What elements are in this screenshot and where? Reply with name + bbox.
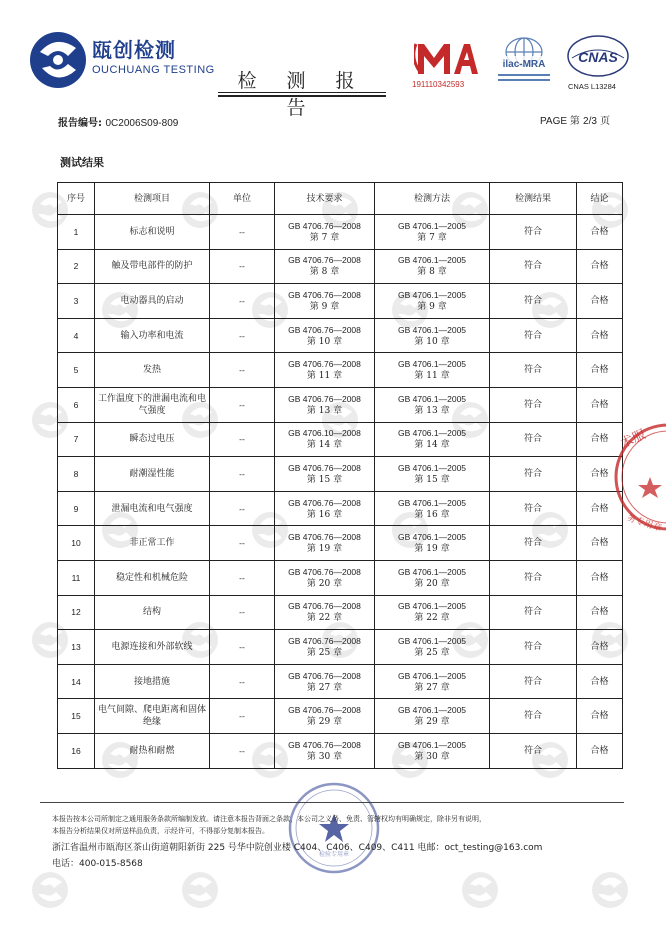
method-standard: GB 4706.1—2005 — [397, 393, 467, 404]
cell-requirement — [275, 733, 375, 768]
requirement-chapter: 第 13 章 — [306, 405, 343, 416]
requirement-chapter: 第 16 章 — [306, 509, 343, 520]
cell-unit: -- — [210, 699, 275, 734]
cell-method — [375, 664, 490, 699]
footer-terms-line1: 本报告按本公司所制定之通用服务条款所编制发放。请注意本报告背面之条款，本公司之义务、免责、管辖权均有明确规定，除非另有说明， — [52, 815, 486, 823]
method-chapter: 第 11 章 — [414, 371, 450, 382]
cell-unit: -- — [210, 526, 275, 561]
cnas-number: CNAS L13284 — [568, 82, 616, 91]
cell-item: 非正常工作 — [95, 526, 210, 561]
cell-result: 符合 — [490, 699, 577, 734]
cell-item: 电源连接和外部软线 — [95, 630, 210, 665]
requirement-chapter: 第 15 章 — [306, 474, 343, 485]
table-row — [58, 457, 623, 492]
cell-no: 6 — [58, 387, 95, 422]
method-standard: GB 4706.1—2005 — [397, 739, 467, 750]
report-number-label: 报告编号: — [58, 118, 102, 129]
cell-result: 符合 — [490, 560, 577, 595]
cell-unit: -- — [210, 284, 275, 319]
cell-requirement — [275, 595, 375, 630]
table-row — [58, 733, 623, 768]
cell-method — [375, 526, 490, 561]
header-result: 检测结果 — [490, 183, 577, 215]
cell-method — [375, 595, 490, 630]
method-chapter: 第 10 章 — [414, 336, 450, 347]
cell-requirement — [275, 249, 375, 284]
method-standard: GB 4706.1—2005 — [397, 532, 467, 543]
cell-no: 12 — [58, 595, 95, 630]
ilac-mra-logo-icon — [492, 34, 556, 90]
cell-requirement — [275, 284, 375, 319]
title-underline-thick — [218, 95, 386, 97]
requirement-chapter: 第 29 章 — [306, 717, 343, 728]
cell-verdict: 合格 — [577, 318, 623, 353]
cell-result: 符合 — [490, 284, 577, 319]
report-number — [58, 114, 178, 129]
requirement-chapter: 第 8 章 — [309, 267, 340, 278]
table-row — [58, 422, 623, 457]
table-row — [58, 215, 623, 250]
cell-unit: -- — [210, 318, 275, 353]
requirement-standard: GB 4706.76—2008 — [288, 462, 361, 473]
cell-verdict: 合格 — [577, 422, 623, 457]
table-row — [58, 318, 623, 353]
method-chapter: 第 19 章 — [414, 544, 450, 555]
requirement-chapter: 第 30 章 — [306, 751, 343, 762]
header-unit: 单位 — [210, 183, 275, 215]
cell-unit: -- — [210, 560, 275, 595]
page-suffix: 页 — [600, 116, 611, 127]
requirement-chapter: 第 22 章 — [306, 613, 343, 624]
table-row — [58, 560, 623, 595]
cell-verdict: 合格 — [577, 353, 623, 388]
cell-no: 13 — [58, 630, 95, 665]
section-title: 测试结果 — [60, 156, 104, 169]
cell-verdict: 合格 — [577, 526, 623, 561]
requirement-standard: GB 4706.76—2008 — [288, 566, 361, 577]
cell-item: 耐热和耐燃 — [95, 733, 210, 768]
table-row — [58, 630, 623, 665]
cell-requirement — [275, 664, 375, 699]
method-chapter: 第 8 章 — [417, 267, 447, 278]
requirement-standard: GB 4706.76—2008 — [288, 359, 361, 370]
method-standard: GB 4706.1—2005 — [397, 255, 467, 266]
table-row — [58, 526, 623, 561]
footer-terms-line2: 本报告分析结果仅对所送样品负责，示经许可，不得部分复制本报告。 — [52, 827, 269, 835]
table-header-row — [58, 183, 623, 215]
table-row — [58, 353, 623, 388]
method-standard: GB 4706.1—2005 — [397, 601, 467, 612]
cell-verdict: 合格 — [577, 387, 623, 422]
requirement-standard: GB 4706.76—2008 — [288, 670, 361, 681]
requirement-standard: GB 4706.76—2008 — [288, 324, 361, 335]
results-table — [57, 182, 623, 769]
cell-no: 8 — [58, 457, 95, 492]
table-row — [58, 664, 623, 699]
cell-verdict: 合格 — [577, 733, 623, 768]
cell-item: 接地措施 — [95, 664, 210, 699]
cell-requirement — [275, 215, 375, 250]
method-chapter: 第 30 章 — [414, 751, 450, 762]
table-row — [58, 699, 623, 734]
cell-verdict: 合格 — [577, 595, 623, 630]
method-standard: GB 4706.1—2005 — [397, 428, 467, 439]
method-standard: GB 4706.1—2005 — [397, 220, 467, 231]
table-row — [58, 284, 623, 319]
cell-no: 5 — [58, 353, 95, 388]
cell-result: 符合 — [490, 595, 577, 630]
cma-logo-icon — [414, 38, 480, 78]
cell-no: 7 — [58, 422, 95, 457]
cnas-logo-icon — [566, 34, 630, 82]
method-chapter: 第 13 章 — [414, 405, 450, 416]
method-standard: GB 4706.1—2005 — [397, 462, 467, 473]
cell-method — [375, 457, 490, 492]
cell-method — [375, 560, 490, 595]
requirement-standard: GB 4706.76—2008 — [288, 255, 361, 266]
cell-item: 工作温度下的泄漏电流和电气强度 — [95, 387, 210, 422]
cell-item: 电气间隙、爬电距离和固体绝缘 — [95, 699, 210, 734]
cell-no: 11 — [58, 560, 95, 595]
cell-method — [375, 733, 490, 768]
cell-unit: -- — [210, 491, 275, 526]
cma-number: 191110342593 — [412, 80, 465, 89]
cell-unit: -- — [210, 630, 275, 665]
cell-method — [375, 318, 490, 353]
method-standard: GB 4706.1—2005 — [397, 670, 467, 681]
method-chapter: 第 20 章 — [414, 578, 450, 589]
header-requirement: 技术要求 — [275, 183, 375, 215]
cell-requirement — [275, 526, 375, 561]
cell-item: 耐潮湿性能 — [95, 457, 210, 492]
requirement-chapter: 第 14 章 — [306, 440, 343, 451]
cell-unit: -- — [210, 422, 275, 457]
cell-unit: -- — [210, 215, 275, 250]
method-standard: GB 4706.1—2005 — [397, 289, 467, 300]
cell-verdict: 合格 — [577, 284, 623, 319]
requirement-chapter: 第 11 章 — [306, 371, 343, 382]
inspection-stamp-icon — [286, 780, 382, 876]
report-title: 检 测 报 告 — [237, 70, 367, 119]
cell-requirement — [275, 353, 375, 388]
requirement-standard: GB 4706.10—2008 — [288, 428, 361, 439]
cell-result: 符合 — [490, 387, 577, 422]
cell-no: 15 — [58, 699, 95, 734]
cell-no: 4 — [58, 318, 95, 353]
requirement-standard: GB 4706.76—2008 — [288, 635, 361, 646]
cell-item: 标志和说明 — [95, 215, 210, 250]
report-number-value: 0C2006S09-809 — [105, 118, 179, 129]
cell-item: 发热 — [95, 353, 210, 388]
method-chapter: 第 9 章 — [417, 301, 447, 312]
method-standard: GB 4706.1—2005 — [397, 324, 467, 335]
method-chapter: 第 25 章 — [414, 647, 450, 658]
method-chapter: 第 14 章 — [414, 440, 450, 451]
cell-unit: -- — [210, 595, 275, 630]
cell-verdict: 合格 — [577, 630, 623, 665]
cell-verdict: 合格 — [577, 560, 623, 595]
method-chapter: 第 7 章 — [417, 232, 447, 243]
method-chapter: 第 29 章 — [414, 717, 450, 728]
cell-unit: -- — [210, 249, 275, 284]
cell-result: 符合 — [490, 249, 577, 284]
svg-text:CNAS: CNAS — [578, 49, 618, 65]
brand-logo-icon — [28, 30, 88, 90]
title-underline — [218, 92, 386, 93]
cell-item: 稳定性和机械危险 — [95, 560, 210, 595]
cell-result: 符合 — [490, 733, 577, 768]
cell-item: 电动器具的启动 — [95, 284, 210, 319]
table-row — [58, 249, 623, 284]
cell-method — [375, 491, 490, 526]
cell-method — [375, 353, 490, 388]
cell-requirement — [275, 318, 375, 353]
cell-result: 符合 — [490, 318, 577, 353]
table-row — [58, 387, 623, 422]
method-standard: GB 4706.1—2005 — [397, 566, 467, 577]
cell-unit: -- — [210, 387, 275, 422]
cell-method — [375, 215, 490, 250]
cell-result: 符合 — [490, 630, 577, 665]
svg-text:术服: 术服 — [618, 427, 649, 452]
cell-verdict: 合格 — [577, 699, 623, 734]
method-chapter: 第 15 章 — [414, 474, 450, 485]
footer-phone: 电话：400-015-8568 — [52, 859, 143, 869]
requirement-standard: GB 4706.76—2008 — [288, 532, 361, 543]
cell-method — [375, 249, 490, 284]
requirement-standard: GB 4706.76—2008 — [288, 393, 361, 404]
requirement-chapter: 第 20 章 — [306, 578, 343, 589]
requirement-chapter: 第 27 章 — [306, 682, 343, 693]
method-chapter: 第 27 章 — [414, 682, 450, 693]
cell-verdict: 合格 — [577, 249, 623, 284]
requirement-chapter: 第 10 章 — [306, 336, 343, 347]
svg-text:ilac-MRA: ilac-MRA — [502, 59, 546, 70]
cell-unit: -- — [210, 457, 275, 492]
brand-name-en: OUCHUANG TESTING — [92, 64, 215, 76]
requirement-chapter: 第 7 章 — [309, 232, 340, 243]
cell-no: 2 — [58, 249, 95, 284]
cell-unit: -- — [210, 733, 275, 768]
brand-name-cn: 瓯创检测 — [92, 38, 176, 62]
cell-no: 10 — [58, 526, 95, 561]
cell-method — [375, 422, 490, 457]
cell-verdict: 合格 — [577, 664, 623, 699]
cell-result: 符合 — [490, 422, 577, 457]
page-number: 2/3 — [583, 116, 597, 127]
table-row — [58, 491, 623, 526]
cell-verdict: 合格 — [577, 215, 623, 250]
cell-result: 符合 — [490, 457, 577, 492]
cell-unit: -- — [210, 353, 275, 388]
requirement-standard: GB 4706.76—2008 — [288, 497, 361, 508]
service-stamp-icon — [612, 418, 666, 536]
table-row — [58, 595, 623, 630]
header-method: 检测方法 — [375, 183, 490, 215]
cell-unit: -- — [210, 664, 275, 699]
cell-no: 9 — [58, 491, 95, 526]
cell-requirement — [275, 491, 375, 526]
page-prefix: PAGE 第 — [540, 116, 580, 127]
method-standard: GB 4706.1—2005 — [397, 497, 467, 508]
requirement-chapter: 第 25 章 — [306, 647, 343, 658]
method-standard: GB 4706.1—2005 — [397, 359, 467, 370]
cell-requirement — [275, 630, 375, 665]
cell-requirement — [275, 457, 375, 492]
cell-item: 瞬态过电压 — [95, 422, 210, 457]
svg-text:检验专用章: 检验专用章 — [318, 851, 350, 858]
cell-result: 符合 — [490, 664, 577, 699]
header-no: 序号 — [58, 183, 95, 215]
cell-method — [375, 630, 490, 665]
requirement-standard: GB 4706.76—2008 — [288, 705, 361, 716]
cell-item: 触及带电部件的防护 — [95, 249, 210, 284]
method-chapter: 第 16 章 — [414, 509, 450, 520]
cell-no: 16 — [58, 733, 95, 768]
requirement-chapter: 第 9 章 — [309, 301, 340, 312]
cell-requirement — [275, 387, 375, 422]
cell-no: 3 — [58, 284, 95, 319]
requirement-standard: GB 4706.76—2008 — [288, 220, 361, 231]
cell-no: 1 — [58, 215, 95, 250]
footer-rule — [40, 802, 624, 803]
cell-verdict: 合格 — [577, 491, 623, 526]
cell-result: 符合 — [490, 353, 577, 388]
cell-requirement — [275, 699, 375, 734]
requirement-chapter: 第 19 章 — [306, 544, 343, 555]
cell-item: 结构 — [95, 595, 210, 630]
requirement-standard: GB 4706.76—2008 — [288, 289, 361, 300]
method-standard: GB 4706.1—2005 — [397, 705, 467, 716]
page-indicator — [540, 112, 610, 127]
header-item: 检测项目 — [95, 183, 210, 215]
cell-requirement — [275, 560, 375, 595]
cell-result: 符合 — [490, 491, 577, 526]
cell-result: 符合 — [490, 526, 577, 561]
cell-requirement — [275, 422, 375, 457]
cell-no: 14 — [58, 664, 95, 699]
method-chapter: 第 22 章 — [414, 613, 450, 624]
method-standard: GB 4706.1—2005 — [397, 635, 467, 646]
cell-method — [375, 699, 490, 734]
svg-text:务专用章: 务专用章 — [625, 513, 663, 535]
header-verdict: 结论 — [577, 183, 623, 215]
footer-address: 浙江省温州市瓯海区茶山街道朝阳新街 225 号华中院创业楼 C404、C406、C409、C411 电邮：oct_testing@163.com — [52, 843, 543, 853]
requirement-standard: GB 4706.76—2008 — [288, 601, 361, 612]
cell-item: 输入功率和电流 — [95, 318, 210, 353]
cell-item: 泄漏电流和电气强度 — [95, 491, 210, 526]
cell-method — [375, 284, 490, 319]
requirement-standard: GB 4706.76—2008 — [288, 739, 361, 750]
cell-verdict: 合格 — [577, 457, 623, 492]
cell-method — [375, 387, 490, 422]
cell-result: 符合 — [490, 215, 577, 250]
